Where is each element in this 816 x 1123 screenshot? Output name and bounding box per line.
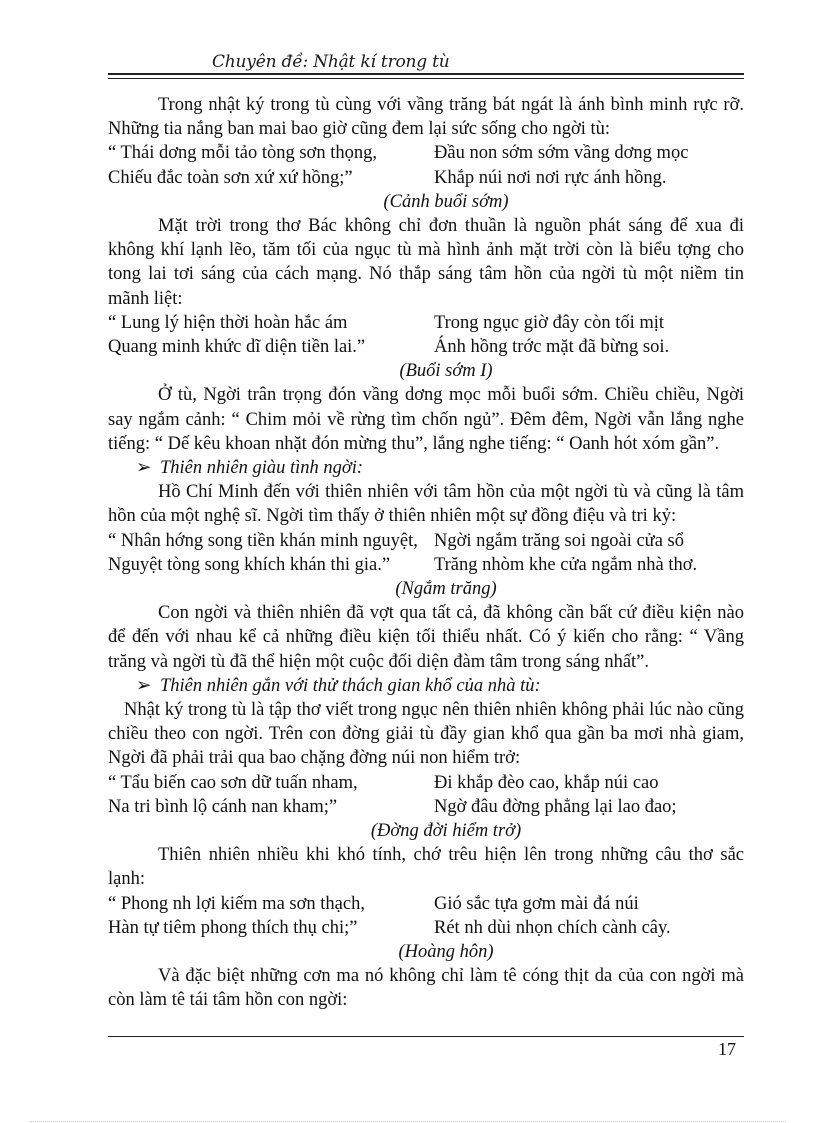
verse-original: “ Phong nh lợi kiếm ma sơn thạch,: [108, 893, 365, 914]
header-rule-thick: [108, 73, 744, 75]
verse-translation: Gió sắc tựa gơm mài đá núi: [434, 893, 639, 914]
verse-line: [108, 553, 744, 577]
verse-original: Na tri bình lộ cánh nan kham;”: [108, 796, 338, 817]
verse-translation: Ngời ngắm trăng soi ngoài cửa sổ: [434, 530, 684, 551]
verse-line: [108, 916, 744, 940]
verse-line: [108, 141, 744, 165]
verse-translation: Khắp núi nơi nơi rực ánh hồng.: [434, 167, 667, 188]
verse-translation: Đầu non sớm sớm vầng dơng mọc: [434, 143, 689, 164]
header-rule-thin: [108, 78, 744, 79]
paragraph: Nhật ký trong tù là tập thơ viết trong ngục nên thiên nhiên không phải lúc nào cũng chiều theo con ngời. Trên con đờng giải tù đầy gian khổ qua gần ba mơi nhà giam, Ngời đã phải trải qua bao chặng đờng núi non hiểm trở:: [108, 699, 744, 769]
paragraph: Thiên nhiên nhiều khi khó tính, chớ trêu hiện lên trong những câu thơ sắc lạnh:: [108, 845, 744, 890]
verse-translation: Ánh hồng trớc mặt đã bừng soi.: [434, 336, 670, 357]
poem-title-caption: (Đờng đời hiểm trở): [370, 820, 522, 841]
verse-line: [108, 335, 744, 359]
arrow-bullet-icon: ➢: [136, 457, 152, 478]
paragraph: Và đặc biệt những cơn ma nó không chỉ làm tê cóng thịt da của con ngời mà còn làm tê tái tâm hồn con ngời:: [108, 966, 744, 1011]
running-header-title: Chuyên đề: Nhật kí trong tù: [212, 52, 450, 72]
paragraph: Ở tù, Ngời trân trọng đón vầng dơng mọc mỗi buổi sớm. Chiều chiều, Ngời say ngắm cảnh: “ Chim mỏi về rừng tìm chốn ngủ”. Đêm đêm, Ngời vẫn lắng nghe tiếng: “ Dế kêu khoan nhặt đón mừng thu”, lắng nghe tiếng: “ Oanh hót xóm gần”.: [108, 385, 744, 454]
verse-original: Chiếu đắc toàn sơn xứ xứ hồng;”: [108, 167, 353, 188]
poem-title-caption: (Hoàng hôn): [398, 941, 494, 962]
verse-translation: Trăng nhòm khe cửa ngắm nhà thơ.: [434, 554, 698, 575]
paragraph: Hồ Chí Minh đến với thiên nhiên với tâm hồn của một ngời tù và cũng là tâm hồn của một nghệ sĩ. Ngời tìm thấy ở thiên nhiên một sự đồng điệu và tri kỷ:: [108, 482, 744, 527]
verse-original: “ Thái dơng mỗi tảo tòng sơn thọng,: [108, 143, 377, 164]
footer-rule: [108, 1036, 744, 1037]
verse-original: “ Lung lý hiện thời hoàn hắc ám: [108, 312, 348, 333]
section-heading: [108, 674, 744, 698]
verse-original: Nguyệt tòng song khích khán thi gia.”: [108, 554, 391, 575]
verse-original: Hàn tự tiêm phong thích thụ chi;”: [108, 917, 358, 938]
verse-line: [108, 771, 744, 795]
document-body: [108, 93, 744, 1013]
verse-translation: Rét nh dùi nhọn chích cành cây.: [434, 917, 671, 938]
poem-title-caption: (Buổi sớm I): [399, 361, 493, 382]
section-heading-text: Thiên nhiên giàu tình ngời:: [160, 457, 364, 478]
verse-original: “ Tẩu biến cao sơn dữ tuấn nham,: [108, 772, 358, 793]
poem-title-caption: (Cảnh buổi sớm): [383, 191, 509, 212]
poem-title-caption: (Ngắm trăng): [395, 578, 497, 599]
verse-line: [108, 166, 744, 190]
verse-translation: Đi khắp đèo cao, khắp núi cao: [434, 772, 659, 793]
verse-line: [108, 311, 744, 335]
page-edge-divider: [30, 1121, 786, 1122]
verse-line: [108, 529, 744, 553]
verse-translation: Ngờ đâu đờng phẳng lại lao đao;: [434, 796, 677, 817]
paragraph: Con ngời và thiên nhiên đã vợt qua tất cả, đã không cần bất cứ điều kiện nào để đến với nhau kể cả những điều kiện tối thiểu nhất. Có ý kiến cho rằng: “ Vầng trăng và ngời tù đã thể hiện một cuộc đối diện đàm tâm trong sáng nhất”.: [108, 603, 744, 672]
verse-line: [108, 795, 744, 819]
section-heading-text: Thiên nhiên gắn với thử thách gian khổ của nhà tù:: [160, 675, 541, 696]
verse-original: Quang minh khức dĩ diện tiền lai.”: [108, 336, 366, 357]
page-number: 17: [718, 1039, 736, 1059]
paragraph: Trong nhật ký trong tù cùng với vầng trăng bát ngát là ánh bình minh rực rỡ. Những tia nắng ban mai bao giờ cũng đem lại sức sống cho ngời tù:: [108, 95, 744, 140]
verse-line: [108, 892, 744, 916]
verse-translation: Trong ngục giờ đây còn tối mịt: [434, 312, 665, 333]
section-heading: [108, 456, 744, 480]
paragraph: Mặt trời trong thơ Bác không chỉ đơn thuần là nguồn phát sáng để xua đi không khí lạnh lẽo, tăm tối của ngục tù mà hình ảnh mặt trời còn là biểu tợng cho tong lai tơi sáng của cách mạng. Nó thắp sáng tâm hồn của ngời tù một niềm tin mãnh liệt:: [108, 215, 744, 309]
arrow-bullet-icon: ➢: [136, 675, 152, 696]
verse-original: “ Nhân hớng song tiền khán minh nguyệt,: [108, 530, 418, 551]
